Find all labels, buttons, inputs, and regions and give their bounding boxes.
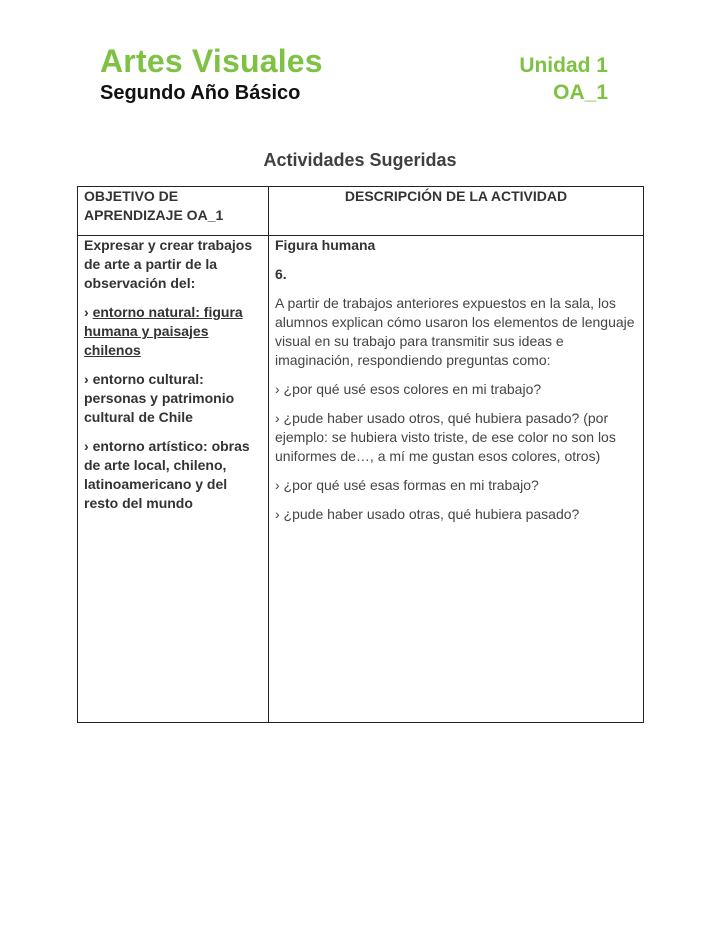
activity-question: › ¿pude haber usado otros, qué hubiera pasado? (por ejemplo: se hubiera visto triste, de ese color no son los uniformes de…, a mí me gustan esos colores, otros) — [275, 410, 616, 464]
document-header — [100, 42, 323, 106]
table-row — [78, 236, 644, 723]
activity-question: › ¿pude haber usado otras, qué hubiera pasado? — [275, 506, 580, 522]
activity-number: 6. — [275, 266, 287, 282]
grade-title: Segundo Año Básico — [100, 82, 301, 104]
bullet-marker: › — [84, 371, 93, 387]
unit-block — [519, 52, 608, 106]
objective-cell — [78, 236, 269, 723]
activity-title: Figura humana — [275, 237, 376, 253]
objective-item-text: entorno natural: figura humana y paisajes chilenos — [84, 304, 243, 358]
bullet-marker: › — [84, 438, 93, 454]
activity-table — [77, 186, 644, 723]
objective-item-natural — [84, 303, 262, 360]
objective-item-text: entorno artístico: obras de arte local, chileno, latinoamericano y del resto del mundo — [84, 438, 250, 511]
bullet-marker: › — [84, 304, 93, 320]
activity-question: › ¿por qué usé esos colores en mi trabajo? — [275, 381, 542, 397]
oa-label: OA_1 — [553, 81, 608, 104]
table-header-row — [78, 187, 644, 236]
objective-column-header: OBJETIVO DE APRENDIZAJE OA_1 — [78, 187, 269, 236]
subject-title: Artes Visuales — [100, 43, 323, 79]
activity-question: › ¿por qué usé esas formas en mi trabajo? — [275, 477, 539, 493]
description-column-header: DESCRIPCIÓN DE LA ACTIVIDAD — [269, 187, 644, 236]
objective-item-artistic — [84, 437, 262, 513]
objective-item-cultural — [84, 370, 262, 427]
objective-item-text: entorno cultural: personas y patrimonio cultural de Chile — [84, 371, 235, 425]
unit-label: Unidad 1 — [519, 54, 608, 77]
activity-paragraph: A partir de trabajos anteriores expuestos en la sala, los alumnos explican cómo usaron los elementos de lenguaje visual en su trabajo para transmitir sus ideas e imaginación, respondiendo preguntas como: — [275, 295, 635, 368]
section-title: Actividades Sugeridas — [263, 150, 457, 170]
activity-description-cell — [269, 236, 644, 723]
objective-intro: Expresar y crear trabajos de arte a partir de la observación del: — [84, 237, 253, 291]
